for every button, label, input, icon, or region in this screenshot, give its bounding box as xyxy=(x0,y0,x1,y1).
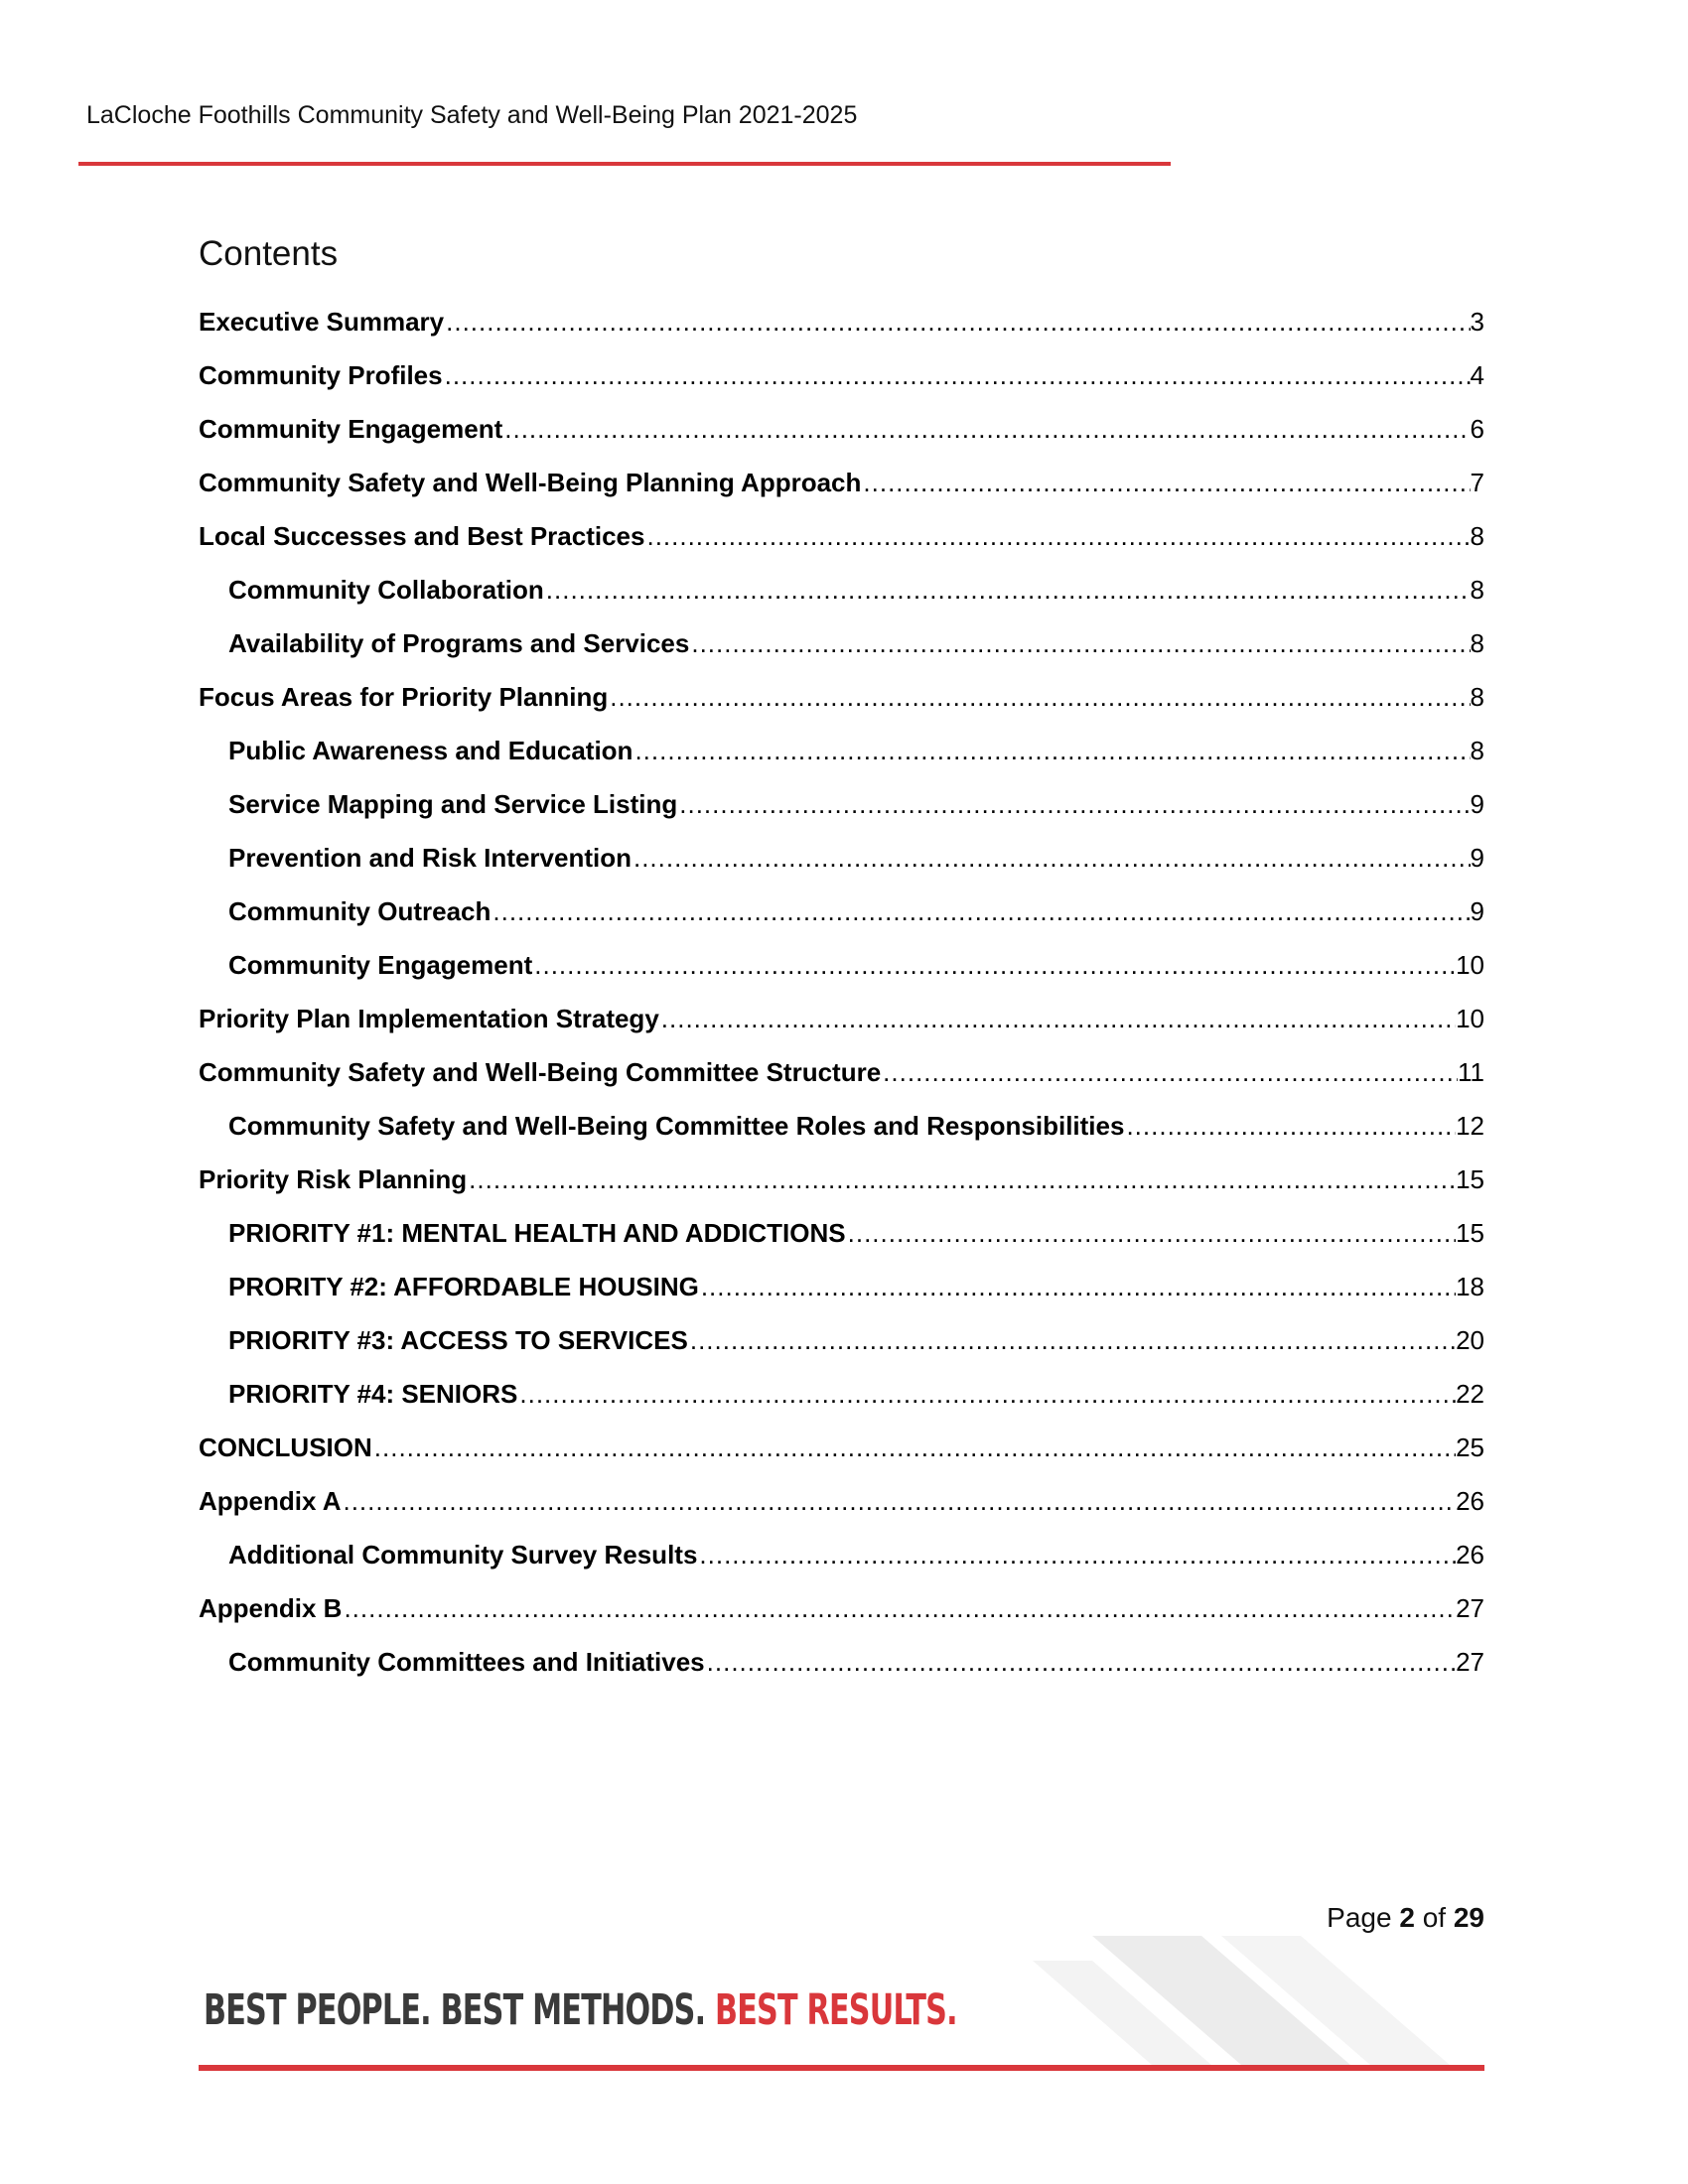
toc-entry[interactable] xyxy=(199,1374,1484,1428)
toc-entry[interactable] xyxy=(199,516,1484,570)
page-number xyxy=(1327,1902,1484,1934)
toc-dot-leader xyxy=(544,570,1471,610)
toc-entry-page: 10 xyxy=(1456,950,1484,980)
toc-entry-label: Service Mapping and Service Listing xyxy=(228,789,678,819)
toc-entry-label: CONCLUSION xyxy=(199,1433,372,1462)
toc-entry-label: Community Engagement xyxy=(228,950,533,980)
toc-entry[interactable] xyxy=(199,1428,1484,1481)
toc-entry-label: Community Collaboration xyxy=(228,575,544,605)
toc-entry[interactable] xyxy=(199,1160,1484,1213)
toc-entry-page: 25 xyxy=(1456,1433,1484,1462)
toc-entry-page: 22 xyxy=(1456,1379,1484,1409)
toc-dot-leader xyxy=(846,1213,1456,1253)
toc-entry-page: 27 xyxy=(1456,1593,1484,1623)
toc-dot-leader xyxy=(861,463,1470,502)
toc-entry-page: 9 xyxy=(1470,896,1484,926)
toc-entry-page: 8 xyxy=(1470,628,1484,658)
toc-entry[interactable] xyxy=(199,1267,1484,1320)
contents-heading: Contents xyxy=(199,234,339,273)
toc-entry[interactable] xyxy=(199,1052,1484,1106)
toc-entry-page: 27 xyxy=(1456,1647,1484,1677)
toc-entry-page: 9 xyxy=(1470,789,1484,819)
toc-dot-leader xyxy=(689,623,1470,663)
toc-dot-leader xyxy=(632,838,1471,878)
toc-entry[interactable] xyxy=(199,409,1484,463)
header-divider xyxy=(78,162,1171,166)
toc-dot-leader xyxy=(1124,1106,1456,1146)
page-prefix: Page xyxy=(1327,1902,1392,1933)
footer-divider xyxy=(199,2065,1484,2071)
toc-entry-label: Community Committees and Initiatives xyxy=(228,1647,705,1677)
toc-entry-page: 6 xyxy=(1470,414,1484,444)
tagline-main: BEST PEOPLE. BEST METHODS. xyxy=(204,1985,706,2035)
toc-dot-leader xyxy=(443,355,1471,395)
toc-dot-leader xyxy=(677,784,1470,824)
toc-entry[interactable] xyxy=(199,623,1484,677)
toc-entry-label: Public Awareness and Education xyxy=(228,736,633,765)
toc-entry-label: Local Successes and Best Practices xyxy=(199,521,645,551)
footer-decoration-stripes xyxy=(1033,1936,1489,2065)
toc-entry-page: 7 xyxy=(1470,468,1484,497)
toc-entry[interactable] xyxy=(199,838,1484,891)
toc-entry-label: Additional Community Survey Results xyxy=(228,1540,698,1570)
toc-entry-page: 12 xyxy=(1456,1111,1484,1141)
toc-entry[interactable] xyxy=(199,891,1484,945)
toc-entry-page: 11 xyxy=(1458,1057,1484,1087)
toc-entry-label: Community Profiles xyxy=(199,360,443,390)
total-pages: 29 xyxy=(1453,1902,1484,1933)
toc-entry[interactable] xyxy=(199,1106,1484,1160)
toc-entry[interactable] xyxy=(199,999,1484,1052)
toc-entry-label: Focus Areas for Priority Planning xyxy=(199,682,609,712)
document-title: LaCloche Foothills Community Safety and Well-Being Plan 2021-2025 xyxy=(86,101,858,129)
toc-entry[interactable] xyxy=(199,677,1484,731)
toc-entry-page: 8 xyxy=(1470,682,1484,712)
toc-dot-leader xyxy=(705,1642,1456,1682)
toc-entry-label: Priority Risk Planning xyxy=(199,1164,468,1194)
toc-dot-leader xyxy=(467,1160,1456,1199)
toc-entry-page: 15 xyxy=(1456,1218,1484,1248)
footer-tagline xyxy=(204,1985,957,2035)
toc-dot-leader xyxy=(688,1320,1456,1360)
toc-entry-label: PRORITY #2: AFFORDABLE HOUSING xyxy=(228,1272,699,1301)
toc-entry-page: 26 xyxy=(1456,1486,1484,1516)
toc-dot-leader xyxy=(881,1052,1458,1092)
toc-entry-label: Community Safety and Well-Being Committee Structure xyxy=(199,1057,882,1087)
table-of-contents xyxy=(199,302,1484,1696)
toc-dot-leader xyxy=(608,677,1470,717)
toc-dot-leader xyxy=(697,1535,1456,1574)
toc-dot-leader xyxy=(517,1374,1456,1414)
toc-entry-page: 26 xyxy=(1456,1540,1484,1570)
page-separator: of xyxy=(1422,1902,1447,1933)
toc-dot-leader xyxy=(444,302,1470,341)
toc-entry-label: PRIORITY #3: ACCESS TO SERVICES xyxy=(228,1325,688,1355)
toc-entry-page: 3 xyxy=(1470,307,1484,337)
toc-entry-page: 8 xyxy=(1470,736,1484,765)
toc-entry-label: Appendix B xyxy=(199,1593,343,1623)
toc-entry-label: Community Safety and Well-Being Committee Roles and Responsibilities xyxy=(228,1111,1125,1141)
toc-entry-page: 15 xyxy=(1456,1164,1484,1194)
toc-dot-leader xyxy=(491,891,1470,931)
toc-dot-leader xyxy=(644,516,1470,556)
toc-entry-page: 4 xyxy=(1470,360,1484,390)
toc-entry-label: Priority Plan Implementation Strategy xyxy=(199,1004,659,1033)
toc-dot-leader xyxy=(532,945,1456,985)
toc-entry[interactable] xyxy=(199,731,1484,784)
toc-entry-label: PRIORITY #1: MENTAL HEALTH AND ADDICTIONS xyxy=(228,1218,846,1248)
toc-entry[interactable] xyxy=(199,1642,1484,1696)
toc-entry-page: 20 xyxy=(1456,1325,1484,1355)
toc-entry[interactable] xyxy=(199,1535,1484,1588)
toc-entry[interactable] xyxy=(199,570,1484,623)
toc-entry-page: 18 xyxy=(1456,1272,1484,1301)
toc-entry[interactable] xyxy=(199,1588,1484,1642)
toc-entry[interactable] xyxy=(199,1320,1484,1374)
toc-entry-page: 8 xyxy=(1470,575,1484,605)
toc-entry[interactable] xyxy=(199,463,1484,516)
toc-dot-leader xyxy=(342,1588,1456,1628)
toc-dot-leader xyxy=(633,731,1470,770)
toc-entry-label: Community Safety and Well-Being Planning Approach xyxy=(199,468,862,497)
toc-entry-page: 8 xyxy=(1470,521,1484,551)
toc-entry-label: Community Outreach xyxy=(228,896,492,926)
toc-entry[interactable] xyxy=(199,1481,1484,1535)
current-page: 2 xyxy=(1399,1902,1415,1933)
toc-entry-label: Prevention and Risk Intervention xyxy=(228,843,632,873)
toc-entry-label: Appendix A xyxy=(199,1486,342,1516)
toc-dot-leader xyxy=(341,1481,1456,1521)
toc-dot-leader xyxy=(372,1428,1456,1467)
toc-entry[interactable] xyxy=(199,302,1484,355)
toc-dot-leader xyxy=(659,999,1456,1038)
toc-entry[interactable] xyxy=(199,355,1484,409)
toc-dot-leader xyxy=(502,409,1470,449)
toc-entry-label: Availability of Programs and Services xyxy=(228,628,690,658)
toc-entry-label: Executive Summary xyxy=(199,307,445,337)
toc-entry-label: PRIORITY #4: SENIORS xyxy=(228,1379,518,1409)
toc-entry-page: 9 xyxy=(1470,843,1484,873)
toc-entry[interactable] xyxy=(199,1213,1484,1267)
tagline-accent: BEST RESULTS. xyxy=(714,1985,957,2035)
toc-entry-label: Community Engagement xyxy=(199,414,503,444)
toc-entry[interactable] xyxy=(199,784,1484,838)
toc-entry-page: 10 xyxy=(1456,1004,1484,1033)
toc-dot-leader xyxy=(699,1267,1456,1306)
toc-entry[interactable] xyxy=(199,945,1484,999)
